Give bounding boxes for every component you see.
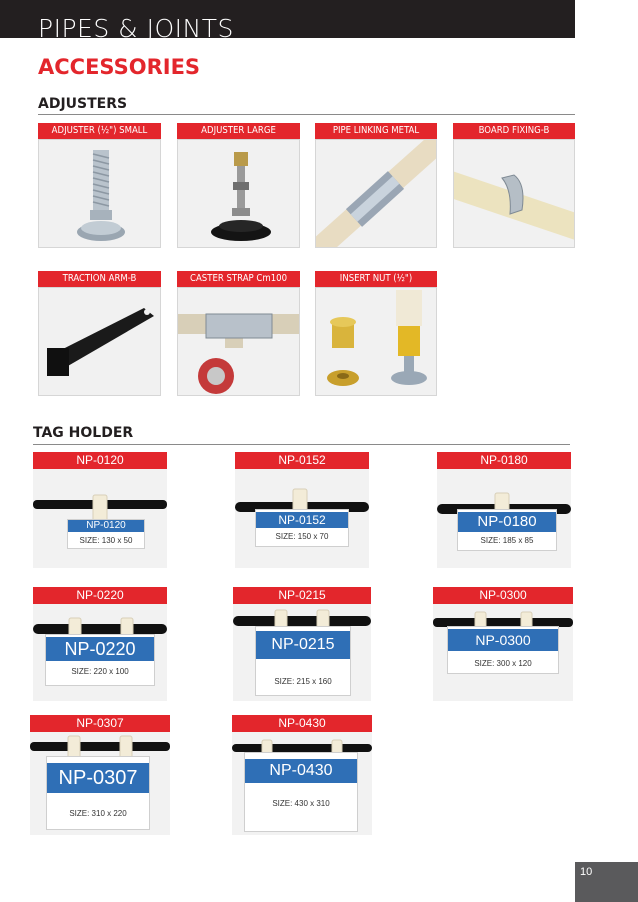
tag-sign-code: NP-0300	[448, 629, 558, 651]
product-card-insert-nut	[315, 271, 437, 396]
tag-sign-size: SIZE: 300 x 120	[474, 659, 532, 668]
tag-holder-label: NP-0220	[33, 587, 167, 604]
tag-holder-photo	[433, 604, 573, 701]
tag-sign	[457, 509, 557, 551]
product-card-pipe-linking-metal	[315, 123, 437, 248]
tag-holder-divider	[33, 444, 570, 445]
tag-holder-label: NP-0152	[235, 452, 369, 469]
section-title: ACCESSORIES	[38, 55, 201, 79]
product-label: TRACTION ARM-B	[38, 271, 161, 287]
product-card-adjuster-small	[38, 123, 161, 248]
tag-sign	[45, 634, 155, 686]
tag-holder-photo	[437, 469, 571, 568]
tag-sign-size: SIZE: 185 x 85	[480, 536, 534, 545]
tag-holder-photo	[232, 732, 372, 835]
tag-holder-label: NP-0215	[233, 587, 371, 604]
tag-holder-photo	[30, 732, 170, 835]
product-label: ADJUSTER (½") SMALL	[38, 123, 161, 139]
product-photo-pipe-linking-metal	[315, 139, 437, 248]
page-number-box	[575, 862, 638, 902]
tag-holder-label: NP-0120	[33, 452, 167, 469]
tag-holder-card-np-0152	[235, 452, 369, 568]
product-label: ADJUSTER LARGE	[177, 123, 300, 139]
tag-sign	[447, 626, 559, 674]
product-card-board-fixing-b	[453, 123, 575, 248]
product-photo-traction-arm-b	[38, 287, 161, 396]
product-card-caster-strap	[177, 271, 300, 396]
tag-holder-photo	[235, 469, 369, 568]
tag-sign-code: NP-0430	[245, 759, 357, 783]
tag-sign-code: NP-0307	[47, 763, 149, 793]
tag-holder-photo	[233, 604, 371, 701]
tag-sign-code: NP-0220	[46, 637, 154, 661]
tag-sign-size: SIZE: 150 x 70	[275, 532, 329, 541]
tag-holder-card-np-0215	[233, 587, 371, 701]
tag-holder-card-np-0180	[437, 452, 571, 568]
tag-sign-code: NP-0152	[256, 512, 348, 528]
tag-holder-card-np-0300	[433, 587, 573, 701]
tag-sign	[255, 626, 351, 696]
product-card-traction-arm-b	[38, 271, 161, 396]
tag-holder-card-np-0430	[232, 715, 372, 835]
product-photo-insert-nut	[315, 287, 437, 396]
tag-sign-size: SIZE: 310 x 220	[69, 809, 127, 818]
product-label: INSERT NUT (½")	[315, 271, 437, 287]
header-title: PIPES & JOINTS	[38, 14, 234, 43]
tag-holder-card-np-0307	[30, 715, 170, 835]
product-photo-adjuster-small	[38, 139, 161, 248]
adjusters-heading: ADJUSTERS	[38, 96, 128, 112]
adjusters-divider	[38, 114, 575, 115]
tag-holder-label: NP-0180	[437, 452, 571, 469]
tag-holder-photo	[33, 604, 167, 701]
product-photo-board-fixing-b	[453, 139, 575, 248]
tag-sign-size: SIZE: 130 x 50	[79, 536, 133, 545]
tag-sign-size: SIZE: 430 x 310	[272, 799, 330, 808]
tag-sign-code: NP-0120	[68, 520, 144, 532]
page-number: 10	[580, 866, 593, 878]
tag-holder-card-np-0120	[33, 452, 167, 568]
tag-holder-label: NP-0300	[433, 587, 573, 604]
product-label: BOARD FIXING-B	[453, 123, 575, 139]
tag-sign-code: NP-0215	[256, 631, 350, 659]
tag-sign	[46, 756, 150, 830]
product-photo-adjuster-large	[177, 139, 300, 248]
tag-sign	[67, 519, 145, 549]
tag-sign-code: NP-0180	[458, 512, 556, 532]
tag-holder-label: NP-0430	[232, 715, 372, 732]
product-card-adjuster-large	[177, 123, 300, 248]
tag-holder-photo	[33, 469, 167, 568]
tag-sign	[255, 509, 349, 547]
tag-sign	[244, 752, 358, 832]
tag-holder-label: NP-0307	[30, 715, 170, 732]
product-label: PIPE LINKING METAL	[315, 123, 437, 139]
page-header	[0, 0, 575, 43]
product-photo-caster-strap	[177, 287, 300, 396]
tag-holder-card-np-0220	[33, 587, 167, 701]
product-label: CASTER STRAP Cm100	[177, 271, 300, 287]
tag-holder-heading: TAG HOLDER	[33, 425, 134, 441]
tag-sign-size: SIZE: 215 x 160	[274, 677, 332, 686]
tag-sign-size: SIZE: 220 x 100	[71, 667, 129, 676]
